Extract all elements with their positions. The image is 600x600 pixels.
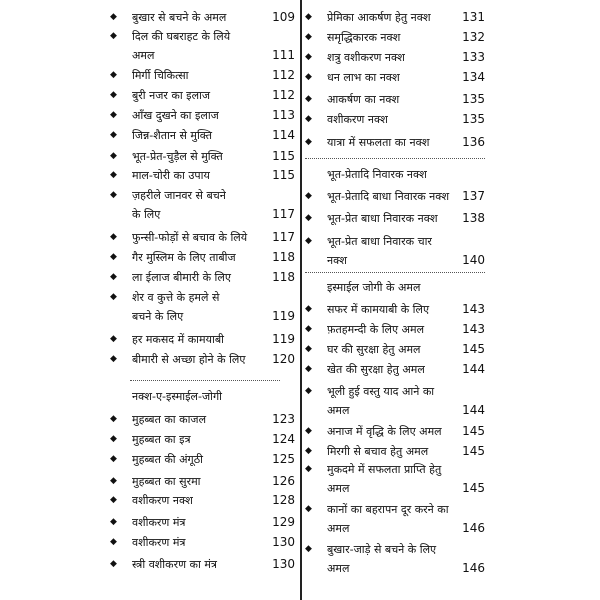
bullet-icon: ◆ <box>110 31 117 41</box>
toc-entry-page-number: 117 <box>272 230 295 244</box>
toc-entry-title: स्त्री वशीकरण का मंत्र <box>132 558 217 571</box>
toc-entry-page-number: 120 <box>272 352 295 366</box>
bullet-icon: ◆ <box>110 495 117 505</box>
toc-entry-title: मुहब्बत का सुरमा <box>132 475 201 488</box>
toc-entry-page-number: 119 <box>272 309 295 323</box>
toc-entry-title: आकर्षण का नक्श <box>327 93 400 106</box>
toc-entry-page-number: 114 <box>272 128 295 142</box>
bullet-icon: ◆ <box>110 110 117 120</box>
toc-entry-title: मुहब्बत का काजल <box>132 413 207 426</box>
toc-entry-title: शत्रु वशीकरण नक्श <box>327 51 405 64</box>
toc-entry-page-number: 125 <box>272 452 295 466</box>
bullet-icon: ◆ <box>110 559 117 569</box>
toc-entry-title: मुहब्बत का इत्र <box>132 433 191 446</box>
toc-entry-page-number: 115 <box>272 168 295 182</box>
toc-entry-title: बीमारी से अच्छा होने के लिए <box>132 353 246 366</box>
toc-entry-title-continued: बचने के लिए <box>132 310 184 323</box>
toc-entry-title: खेत की सुरक्षा हेतु अमल <box>327 363 425 376</box>
toc-entry-page-number: 109 <box>272 10 295 24</box>
toc-entry-page-number: 146 <box>462 561 485 575</box>
section-separator <box>130 380 280 381</box>
toc-entry-title: वशीकरण नक्श <box>132 494 193 507</box>
toc-entry-title: समृद्धिकारक नक्श <box>327 31 401 44</box>
section-heading: इस्माईल जोगी के अमल <box>327 281 421 294</box>
bullet-icon: ◆ <box>305 114 312 124</box>
toc-entry-title-continued: अमल <box>327 404 350 417</box>
column-divider <box>300 0 302 600</box>
toc-entry-page-number: 119 <box>272 332 295 346</box>
bullet-icon: ◆ <box>305 191 312 201</box>
toc-entry-title: घर की सुरक्षा हेतु अमल <box>327 343 421 356</box>
toc-entry-page-number: 113 <box>272 108 295 122</box>
toc-entry-title: हर मकसद में कामयाबी <box>132 333 224 346</box>
toc-entry-page-number: 140 <box>462 253 485 267</box>
toc-entry-title: बुखार से बचने के अमल <box>132 11 227 24</box>
toc-entry-title: आँख दुखने का इलाज <box>132 109 219 122</box>
bullet-icon: ◆ <box>110 272 117 282</box>
section-heading: भूत-प्रेतादि निवारक नक्श <box>327 168 427 181</box>
bullet-icon: ◆ <box>110 252 117 262</box>
section-separator <box>305 272 485 273</box>
toc-entry-page-number: 143 <box>462 302 485 316</box>
bullet-icon: ◆ <box>305 446 312 456</box>
toc-entry-title-continued: अमल <box>327 562 350 575</box>
toc-entry-page-number: 130 <box>272 535 295 549</box>
toc-entry-title-continued: नक्श <box>327 254 347 267</box>
toc-entry-page-number: 132 <box>462 30 485 44</box>
toc-entry-page-number: 146 <box>462 521 485 535</box>
bullet-icon: ◆ <box>305 94 312 104</box>
toc-entry-title: मिरगी से बचाव हेतु अमल <box>327 445 429 458</box>
bullet-icon: ◆ <box>305 12 312 22</box>
toc-entry-title: ला ईलाज बीमारी के लिए <box>132 271 231 284</box>
toc-entry-page-number: 131 <box>462 10 485 24</box>
toc-entry-page-number: 130 <box>272 557 295 571</box>
bullet-icon: ◆ <box>110 517 117 527</box>
bullet-icon: ◆ <box>305 304 312 314</box>
toc-entry-page-number: 118 <box>272 250 295 264</box>
toc-entry-title: भूत-प्रेत बाधा निवारक नक्श <box>327 212 438 225</box>
bullet-icon: ◆ <box>110 190 117 200</box>
toc-entry-title: मुकदमे में सफलता प्राप्ति हेतु <box>327 463 442 476</box>
bullet-icon: ◆ <box>305 52 312 62</box>
bullet-icon: ◆ <box>110 454 117 464</box>
bullet-icon: ◆ <box>305 464 312 474</box>
bullet-icon: ◆ <box>110 334 117 344</box>
toc-entry-title: वशीकरण मंत्र <box>132 536 186 549</box>
toc-entry-page-number: 133 <box>462 50 485 64</box>
bullet-icon: ◆ <box>110 130 117 140</box>
toc-entry-title: मुहब्बत की अंगूठी <box>132 453 203 466</box>
toc-entry-page-number: 126 <box>272 474 295 488</box>
toc-entry-page-number: 134 <box>462 70 485 84</box>
bullet-icon: ◆ <box>110 476 117 486</box>
toc-entry-title: अनाज में वृद्धि के लिए अमल <box>327 425 442 438</box>
toc-entry-page-number: 112 <box>272 88 295 102</box>
toc-entry-title: शेर व कुत्ते के हमले से <box>132 291 220 304</box>
bullet-icon: ◆ <box>110 354 117 364</box>
toc-entry-title-continued: अमल <box>327 522 350 535</box>
bullet-icon: ◆ <box>305 213 312 223</box>
bullet-icon: ◆ <box>110 90 117 100</box>
bullet-icon: ◆ <box>110 232 117 242</box>
toc-entry-title: कानों का बहरापन दूर करने का <box>327 503 449 516</box>
bullet-icon: ◆ <box>110 170 117 180</box>
toc-entry-title: भूत-प्रेत-चुड़ैल से मुक्ति <box>132 150 223 163</box>
toc-entry-title: भूत-प्रेत बाधा निवारक चार <box>327 235 432 248</box>
toc-entry-page-number: 117 <box>272 207 295 221</box>
section-heading: नक्श-ए-इस्माईल-जोगी <box>132 390 223 403</box>
toc-entry-page-number: 138 <box>462 211 485 225</box>
toc-entry-page-number: 144 <box>462 362 485 376</box>
toc-entry-title: वशीकरण मंत्र <box>132 516 186 529</box>
toc-entry-page-number: 112 <box>272 68 295 82</box>
bullet-icon: ◆ <box>305 364 312 374</box>
toc-entry-title-continued: अमल <box>327 482 350 495</box>
toc-entry-page-number: 145 <box>462 444 485 458</box>
toc-entry-page-number: 115 <box>272 149 295 163</box>
bullet-icon: ◆ <box>110 12 117 22</box>
toc-entry-page-number: 145 <box>462 342 485 356</box>
toc-entry-page-number: 145 <box>462 424 485 438</box>
toc-entry-title: बुखार-जाड़े से बचने के लिए <box>327 543 437 556</box>
toc-entry-title: धन लाभ का नक्श <box>327 71 400 84</box>
toc-entry-page-number: 137 <box>462 189 485 203</box>
toc-entry-title: बुरी नजर का इलाज <box>132 89 211 102</box>
toc-entry-title: प्रेमिका आकर्षण हेतु नक्श <box>327 11 431 24</box>
toc-entry-page-number: 136 <box>462 135 485 149</box>
toc-entry-title: गैर मुस्लिम के लिए ताबीज <box>132 251 236 264</box>
bullet-icon: ◆ <box>305 72 312 82</box>
toc-entry-page-number: 144 <box>462 403 485 417</box>
bullet-icon: ◆ <box>305 504 312 514</box>
toc-entry-page-number: 143 <box>462 322 485 336</box>
toc-entry-page-number: 135 <box>462 92 485 106</box>
toc-entry-page-number: 123 <box>272 412 295 426</box>
toc-entry-title: यात्रा में सफलता का नक्श <box>327 136 430 149</box>
toc-entry-title: मिर्गी चिकित्सा <box>132 69 189 82</box>
toc-entry-page-number: 118 <box>272 270 295 284</box>
bullet-icon: ◆ <box>305 386 312 396</box>
bullet-icon: ◆ <box>110 414 117 424</box>
toc-entry-page-number: 128 <box>272 493 295 507</box>
toc-entry-title: फ़तहमन्दी के लिए अमल <box>327 323 425 336</box>
bullet-icon: ◆ <box>110 292 117 302</box>
toc-entry-page-number: 111 <box>272 48 295 62</box>
toc-entry-title: दिल की घबराहट के लिये <box>132 30 231 43</box>
toc-entry-title: भूत-प्रेतादि बाधा निवारक नक्श <box>327 190 450 203</box>
toc-entry-title: वशीकरण नक्श <box>327 113 388 126</box>
toc-entry-page-number: 129 <box>272 515 295 529</box>
toc-entry-title: जिन्न-शैतान से मुक्ति <box>132 129 212 142</box>
toc-entry-title: माल-चोरी का उपाय <box>132 169 210 182</box>
toc-entry-title: ज़हरीले जानवर से बचने <box>132 189 226 202</box>
toc-entry-title: भूली हुई वस्तु याद आने का <box>327 385 435 398</box>
toc-entry-page-number: 145 <box>462 481 485 495</box>
toc-entry-page-number: 135 <box>462 112 485 126</box>
bullet-icon: ◆ <box>305 324 312 334</box>
toc-entry-title-continued: के लिए <box>132 208 161 221</box>
bullet-icon: ◆ <box>305 236 312 246</box>
bullet-icon: ◆ <box>305 544 312 554</box>
toc-entry-title: फुन्सी-फोड़ों से बचाव के लिये <box>132 231 248 244</box>
toc-entry-title-continued: अमल <box>132 49 155 62</box>
bullet-icon: ◆ <box>110 151 117 161</box>
bullet-icon: ◆ <box>305 32 312 42</box>
section-separator <box>305 158 485 159</box>
bullet-icon: ◆ <box>110 434 117 444</box>
bullet-icon: ◆ <box>305 137 312 147</box>
bullet-icon: ◆ <box>110 537 117 547</box>
toc-entry-title: सफर में कामयाबी के लिए <box>327 303 430 316</box>
bullet-icon: ◆ <box>110 70 117 80</box>
toc-entry-page-number: 124 <box>272 432 295 446</box>
bullet-icon: ◆ <box>305 344 312 354</box>
bullet-icon: ◆ <box>305 426 312 436</box>
